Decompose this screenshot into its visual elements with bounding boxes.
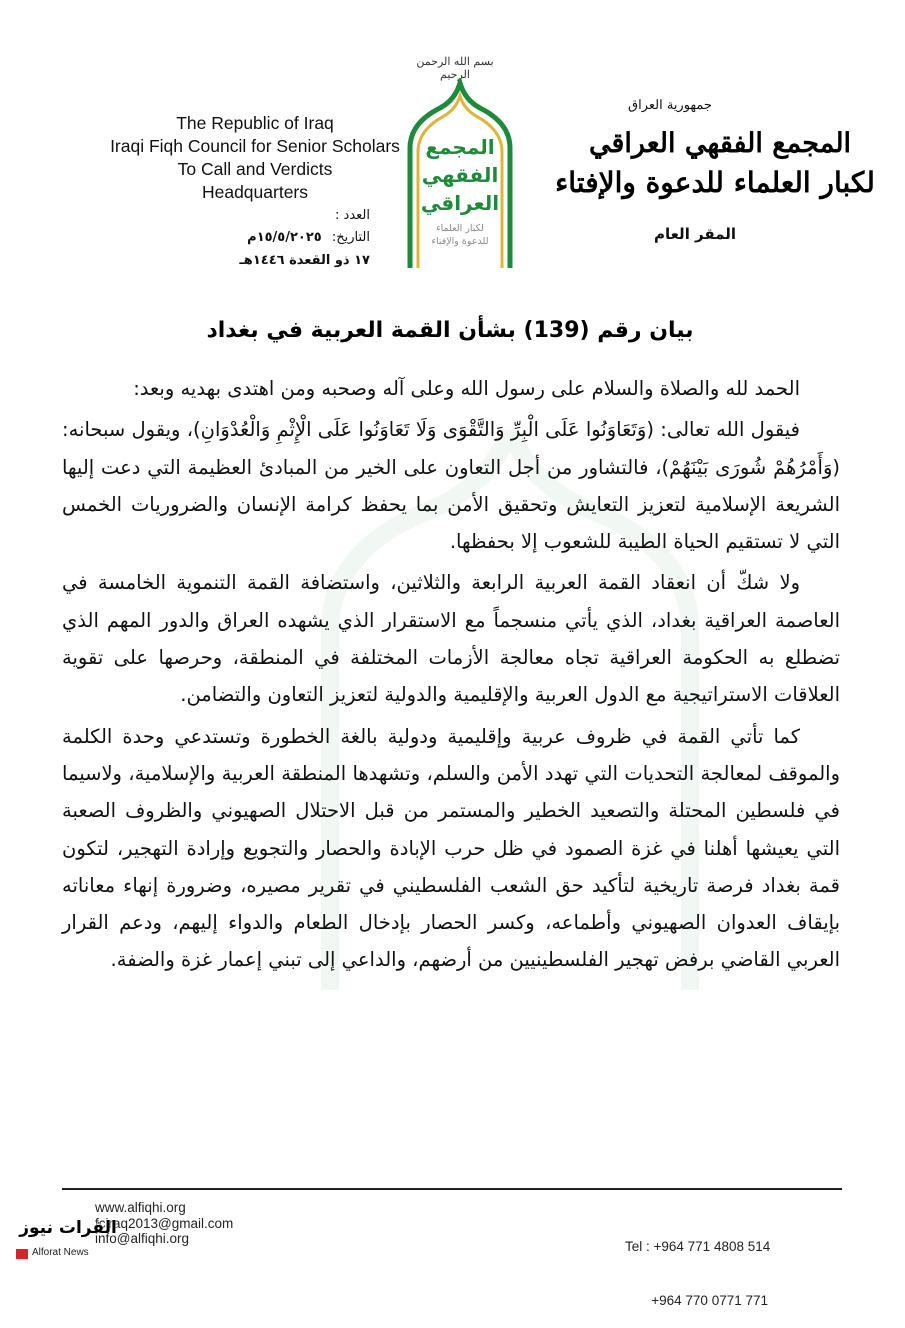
english-header-line: The Republic of Iraq bbox=[176, 113, 334, 133]
basmala: بسم الله الرحمن الرحيم bbox=[416, 55, 494, 81]
date-gregorian: ١٥/٥/٢٠٢٥م bbox=[247, 230, 322, 245]
english-header-line: To Call and Verdicts bbox=[177, 159, 333, 179]
number-label: العدد : bbox=[335, 208, 370, 223]
logo-text-line: الفقهي bbox=[421, 163, 499, 187]
arabic-republic-label: جمهورية العراق bbox=[628, 98, 712, 113]
footer-divider bbox=[62, 1188, 842, 1190]
footer-phones bbox=[625, 1202, 770, 1328]
body-paragraph: فيقول الله تعالى: (وَتَعَاوَنُوا عَلَى الْبِرِّ وَالتَّقْوَى وَلَا تَعَاوَنُوا عَلَى الْإِثْمِ وَالْعُدْوَانِ)، ويقول سبحانه: (وَأَمْرُهُمْ شُورَى بَيْنَهُمْ)، فالتشاور من أجل التعاون على الخير من المبادئ العظيمة التي دعت إليها الشريعة الإسلامية لتعزيز التعايش وتحقيق الأمن بما يحفظ كرامة الإنسان والضروريات الخمس التي لا تستقيم الحياة الطيبة للشعوب إلا بحفظها. bbox=[62, 418, 840, 554]
arabic-council-name-line1: المجمع الفقهي العراقي bbox=[588, 128, 852, 159]
logo-text-line: العراقي bbox=[420, 191, 500, 215]
body-paragraph: كما تأتي القمة في ظروف عربية وإقليمية ودولية بالغة الخطورة وتستدعي وحدة الكلمة والموقف لمعالجة التحديات التي تهدد الأمن والسلم، وتشهدها المنطقة العربية والإسلامية، ولاسيما في فلسطين المحتلة والتصعيد الخطير والمستمر من قبل الاحتلال الصهيوني والظروف الصعبة التي يعيشها أهلنا في غزة الصمود في ظل حرب الإبادة والحصار والتجويع وإرادة التهجير، لتكون قمة بغداد فرصة تاريخية لتأكيد حق الشعب الفلسطيني في تقرير مصيره، وضرورة إنهاء معاناته بإيقاف العدوان الصهيوني وأطماعه، وكسر الحصار بإدخال الطعام والدواء إليهم، ودعم القرار العربي القاضي برفض تهجير الفلسطينيين من أرضهم، والداعي إلى تبني إعمار غزة والضفة. bbox=[62, 724, 840, 972]
alforat-news-mark-icon bbox=[16, 1249, 28, 1259]
body-paragraph: الحمد لله والصلاة والسلام على رسول الله وعلى آله وصحبه ومن اهتدى بهديه وبعد: bbox=[133, 377, 800, 400]
date-hijri: ١٧ ذو القعدة ١٤٤٦هـ bbox=[239, 253, 370, 268]
english-header bbox=[110, 112, 400, 204]
logo-subtext-line: للدعوة والإفتاء bbox=[431, 236, 489, 247]
logo-text bbox=[405, 133, 515, 217]
logo-subtext bbox=[405, 222, 515, 248]
footer-email-info[interactable]: info@alfiqhi.org bbox=[95, 1231, 190, 1246]
statement-title: بيان رقم (139) بشأن القمة العربية في بغداد bbox=[206, 318, 694, 343]
alforat-news-logo-en: Alforat News bbox=[32, 1247, 89, 1258]
english-header-line: Iraqi Fiqh Council for Senior Scholars bbox=[110, 136, 400, 156]
arabic-council-name-line2: لكبار العلماء للدعوة والإفتاء bbox=[555, 166, 875, 199]
footer-phone: +964 770 0771 771 bbox=[625, 1293, 768, 1308]
alforat-news-logo-ar: الفرات نيوز bbox=[19, 1218, 117, 1238]
date-label: التاريخ: bbox=[331, 230, 370, 245]
arabic-headquarters-label: المقر العام bbox=[653, 225, 737, 243]
body-paragraph: ولا شكّ أن انعقاد القمة العربية الرابعة والثلاثين، واستضافة القمة التنموية الخامسة في العاصمة العراقية بغداد، الذي يأتي منسجماً مع الاستقرار الذي يشهده العراق والدور المهم الذي تضطلع به الحكومة العراقية تجاه معالجة الأزمات المختلفة في المنطقة، وحرصها على تقوية العلاقات الاستراتيجية مع الدول العربية والإقليمية والدولية لتعزيز التعاون والتضامن. bbox=[62, 571, 840, 707]
logo-subtext-line: لكبار العلماء bbox=[436, 223, 484, 234]
footer-website[interactable]: www.alfiqhi.org bbox=[95, 1200, 186, 1215]
footer-phone: Tel : +964 771 4808 514 bbox=[625, 1239, 771, 1254]
date-row bbox=[120, 230, 370, 245]
english-header-line: Headquarters bbox=[201, 182, 309, 202]
logo-text-line: المجمع bbox=[425, 135, 495, 159]
footer-email[interactable]: fciraq2013@gmail.com bbox=[95, 1215, 234, 1231]
statement-body bbox=[62, 370, 840, 983]
